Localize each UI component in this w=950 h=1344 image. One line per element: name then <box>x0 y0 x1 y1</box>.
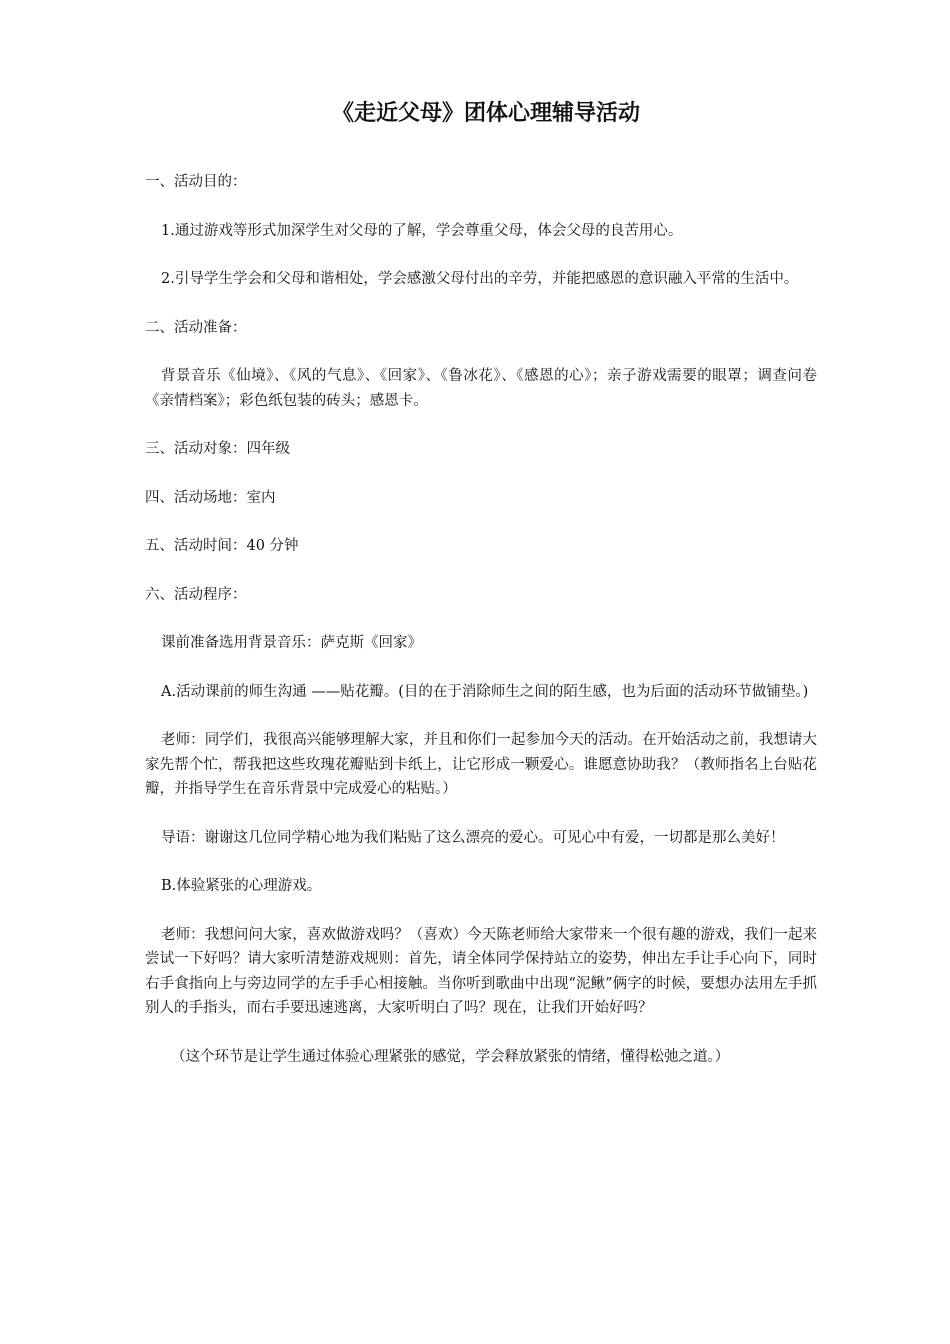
pre-class-music: 课前准备选用背景音乐：萨克斯《回家》 <box>161 635 422 651</box>
teacher-speech-2: 老师：我想问问大家，喜欢做游戏吗？（喜欢）今天陈老师给大家带来一个很有趣的游戏，我们一起来尝试一下好吗？请大家听清楚游戏规则：首先，请全体同学保持站立的姿势，伸出左手让手心向下，同时右手食指向上与旁边同学的左手手心相接触。当你听到歌曲中出现“泥鳅”俩字的时候，要想办法用左手抓别人的手指头，而右手要迅速逃离，大家听明白了吗？现在，让我们开始好吗？ <box>145 926 817 1016</box>
section-heading-preparation: 二、活动准备： <box>145 319 247 336</box>
step-b-text: B.体验紧张的心理游戏。 <box>161 878 322 894</box>
guide-words: 导语：谢谢这几位同学精心地为我们粘贴了这么漂亮的爱心。可见心中有爱，一切都是那么美好！ <box>161 829 785 846</box>
section-heading-goals: 一、活动目的： <box>145 174 247 190</box>
section-heading-venue: 四、活动场地：室内 <box>145 489 276 506</box>
preparation-text: 背景音乐《仙境》、《风的气息》、《回家》、《鲁冰花》、《感恩的心》；亲子游戏需要的眼罩；调查问卷《亲情档案》；彩色纸包装的砖头；感恩卡。 <box>145 368 817 409</box>
document-page <box>145 98 817 1069</box>
goal-item-1: 1.通过游戏等形式加深学生对父母的了解，学会尊重父母，体会父母的良苦用心。 <box>161 222 683 239</box>
section-heading-audience: 三、活动对象：四年级 <box>145 441 290 457</box>
section-heading-procedure: 六、活动程序： <box>145 586 247 603</box>
section-heading-duration: 五、活动时间：40 分钟 <box>145 538 299 554</box>
document-title: 《走近父母》团体心理辅导活动 <box>331 101 640 126</box>
step-b-note: （这个环节是让学生通过体验心理紧张的感觉，学会释放紧张的情绪，懂得松弛之道。） <box>171 1048 730 1065</box>
step-a-text: A.活动课前的师生沟通 ——贴花瓣。(目的在于消除师生之间的陌生感，也为后面的活动环节做铺垫。) <box>161 683 809 700</box>
goal-item-2: 2.引导学生学会和父母和谐相处，学会感激父母付出的辛劳，并能把感恩的意识融入平常的生活中。 <box>161 271 799 287</box>
teacher-speech-1: 老师：同学们，我很高兴能够理解大家，并且和你们一起参加今天的活动。在开始活动之前，我想请大家先帮个忙，帮我把这些玫瑰花瓣贴到卡纸上，让它形成一颗爱心。谁愿意协助我？（教师指名上台贴花瓣，并指导学生在音乐背景中完成爱心的粘贴。） <box>145 732 817 797</box>
